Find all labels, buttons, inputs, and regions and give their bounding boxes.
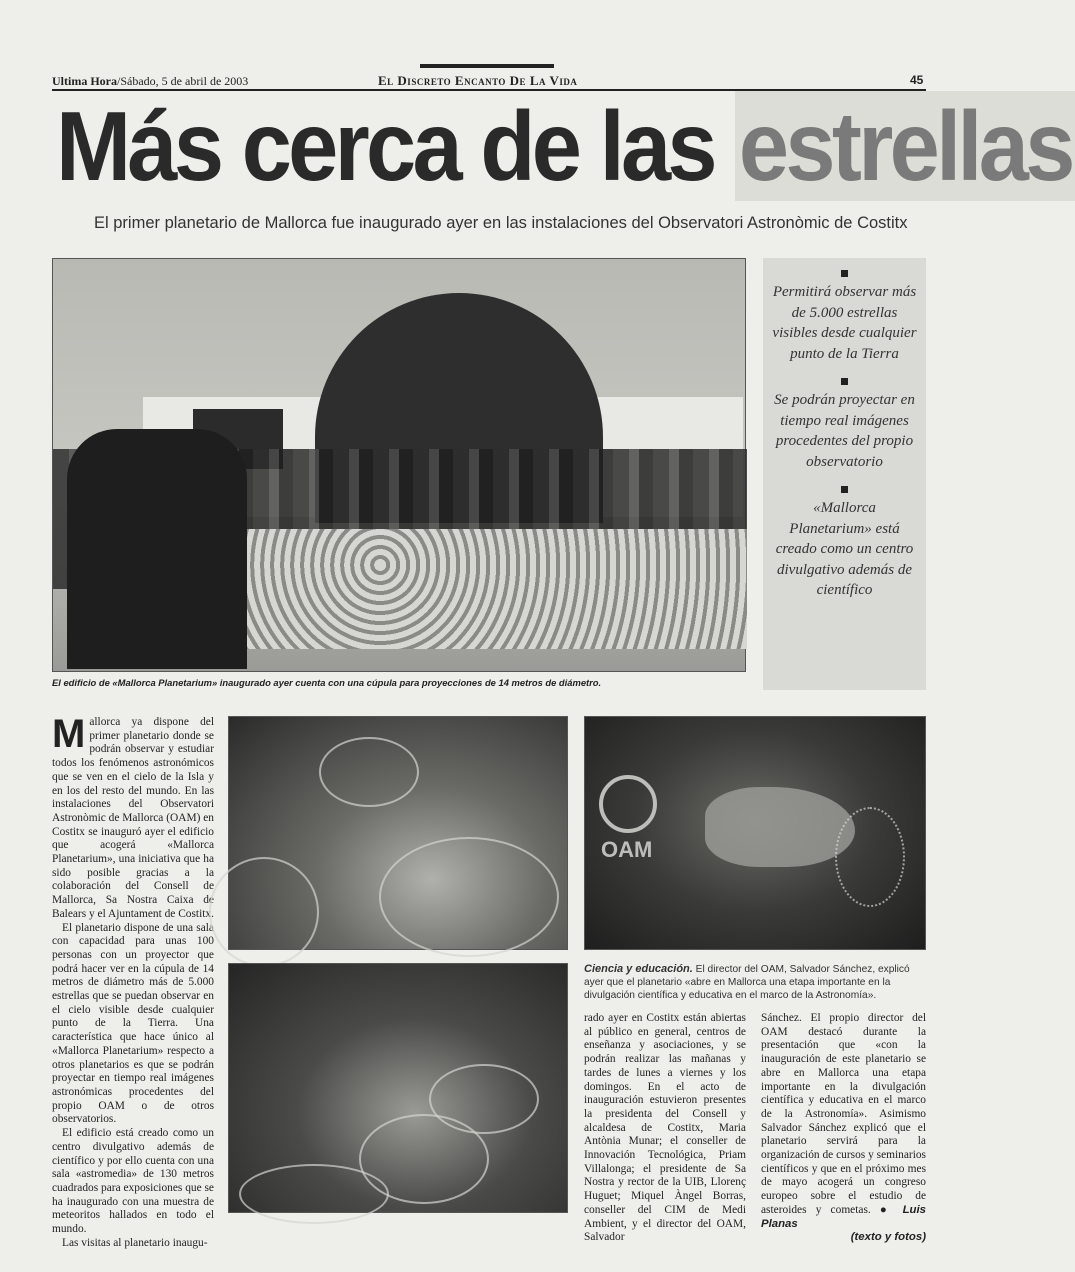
article-column-4 xyxy=(761,1012,926,1244)
article-paragraph: El planetario dispone de una sala con capacidad para unas 100 personas con un proyector que podrá hacer ver en la cúpula de 14 metros de diámetro más de 5.000 estrellas que se puedan observar en el cielo visible desde cualquier punto de la Tierra. Una característica que hace único al «Mallorca Planetarium» respecto a otros planetarios es que se podrán proyectar en tiempo real imágenes astronómicas procedentes del propio OAM o de otros observatorios. xyxy=(52,921,214,1126)
photo-oam-screen xyxy=(584,716,926,950)
sidebar-item: Permitirá observar más de 5.000 estrellas visibles desde cualquier punto de la Tierra xyxy=(772,284,917,362)
article-paragraph: rado ayer en Costitx están abiertas al público en general, centros de enseñanza y asociaciones, y se podrán realizar las mañanas y tardes de lunes a viernes y los domingos. En el acto de inauguración estuvieron presentes la presidenta del Consell y alcaldesa de Costitx, Maria Antònia Munar; el conseller de Innovación Tecnológica, Priam Villalonga; el presidente de Sa Nostra y rector de la UIB, Llorenç Huguet; Miquel Àngel Borras, conseller del CIM de Medi Ambient, y el director del OAM, Salvador xyxy=(584,1012,746,1244)
photo-visitors-hall xyxy=(228,963,568,1213)
photo-display-dome xyxy=(379,837,559,957)
author-credit: (texto y fotos) xyxy=(850,1231,926,1244)
sidebar-item: Se podrán proyectar en tiempo real imágenes procedentes del propio observatorio xyxy=(774,392,915,470)
bullet-square-icon xyxy=(841,270,848,277)
issue-date: /Sábado, 5 de abril de 2003 xyxy=(117,74,249,88)
oam-label: OAM xyxy=(601,837,653,862)
headline-light: estrellas xyxy=(735,91,1075,201)
photo-island-map xyxy=(705,787,855,867)
bullet-square-icon xyxy=(841,378,848,385)
photo-caption-text: El director del OAM, Salvador Sánchez, explicó ayer que el planetario «abre en Mallorca una etapa importante en la divulgación científica y educativa en el marco de la Astronomía». xyxy=(584,964,910,1001)
photo-stones xyxy=(223,529,747,649)
subheadline: El primer planetario de Mallorca fue inaugurado ayer en las instalaciones del Observatori Astronòmic de Costitx xyxy=(94,214,908,232)
page-number: 45 xyxy=(910,73,924,87)
photo-sculpture xyxy=(835,807,905,907)
photo-children-exhibit xyxy=(228,716,568,950)
photo-display-dome xyxy=(209,857,319,967)
article-paragraph: Sánchez. El propio director del OAM destacó durante la presentación que «con la inauguración de este planetario se abre en Mallorca una etapa importante en la divulgación científica y educativa en el marco de la Astronomía». Asimismo Salvador Sánchez explicó que el planetario servirá para la organización de cursos y seminarios científicos y que en el próximo mes de mayo acogerá un congreso europeo sobre el estudio de asteroides y cometas. ● Luis Planas xyxy=(761,1012,926,1230)
section-title: El Discreto Encanto De La Vida xyxy=(378,73,578,88)
headline-dark: Más cerca de las xyxy=(56,91,714,201)
photo-caption-lead: Ciencia y educación. xyxy=(584,963,693,975)
author-signature: ● Luis Planas xyxy=(761,1203,926,1230)
photo-display-dome xyxy=(239,1164,389,1224)
photo-caption xyxy=(584,963,926,1002)
oam-logo-icon xyxy=(599,775,657,833)
main-photo-caption: El edificio de «Mallorca Planetarium» inaugurado ayer cuenta con una cúpula para proyecciones de 14 metros de diámetro. xyxy=(52,677,602,688)
publication-name: Ultima Hora xyxy=(52,74,117,88)
dropcap: M xyxy=(52,712,86,756)
photo-people xyxy=(67,429,247,669)
article-paragraph: Las visitas al planetario inaugu- xyxy=(62,1236,208,1249)
sidebar-item: «Mallorca Planetarium» está creado como un centro divulgativo además de científico xyxy=(775,500,914,598)
article-column-1 xyxy=(52,712,214,1249)
article-paragraph: El edificio está creado como un centro divulgativo además de científico y por ello cuenta con una sala «astromedia» de 130 metros cuadrados para exposiciones que se ha inaugurado con una muestra de meteoritos hallados en todo el mundo. xyxy=(52,1127,214,1236)
sidebar-highlights xyxy=(763,258,926,690)
headline xyxy=(56,91,1072,201)
main-photo-planetarium xyxy=(52,258,746,672)
bullet-square-icon xyxy=(841,486,848,493)
photo-display-dome xyxy=(319,737,419,807)
article-column-3 xyxy=(584,1012,746,1244)
article-paragraph: Mallorca ya dispone del primer planetario donde se podrán observar y estudiar todos los fenómenos astronómicos que se ven en el cielo de la Isla y en los del resto del mundo. En las instalaciones del Observatori Astronòmic de Mallorca (OAM) en Costitx se inauguró ayer el edificio que acogerá «Mallorca Planetarium», una iniciativa que ha sido posible gracias a la colaboración del Consell de Mallorca, Sa Nostra Caixa de Balears y el Ajuntament de Costitx. xyxy=(52,712,214,920)
section-bar xyxy=(420,64,554,68)
publication-date xyxy=(52,74,248,89)
